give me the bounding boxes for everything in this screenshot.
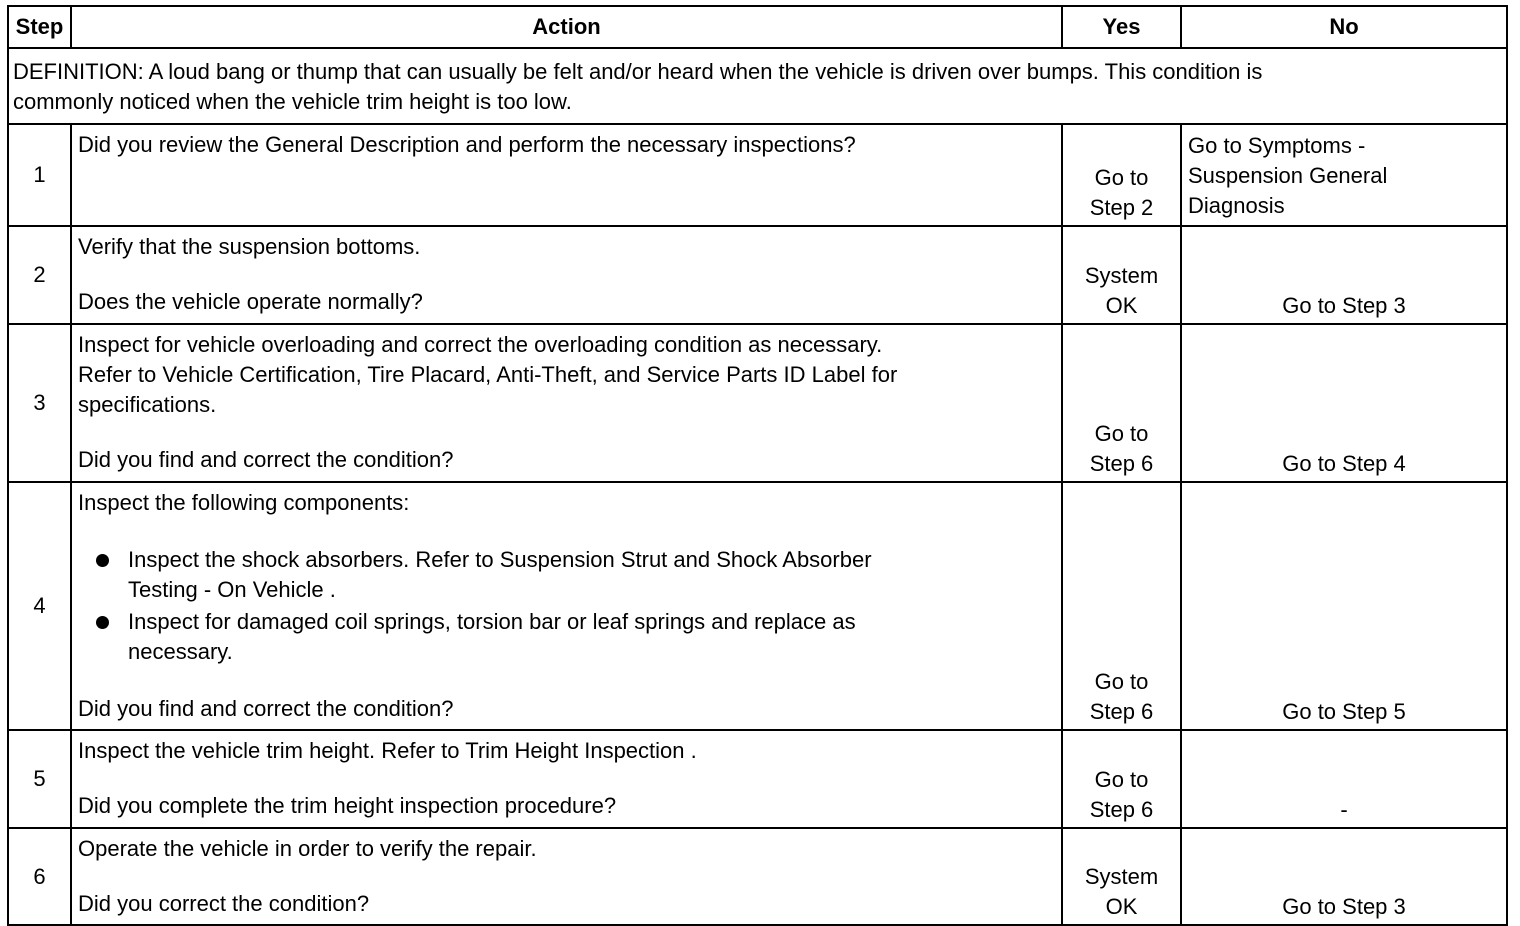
table-row bbox=[8, 730, 1507, 828]
yes-text: Step 6 bbox=[1089, 797, 1154, 822]
list-item bbox=[102, 545, 1055, 605]
no-text: Diagnosis bbox=[1188, 193, 1285, 218]
yes-text: Go to bbox=[1094, 165, 1149, 190]
yes-text: Go to bbox=[1094, 421, 1149, 446]
no-cell bbox=[1181, 482, 1507, 730]
action-cell bbox=[71, 482, 1062, 730]
step-number: 2 bbox=[8, 226, 71, 324]
yes-cell bbox=[1062, 324, 1181, 482]
yes-text: Step 6 bbox=[1089, 699, 1154, 724]
header-step: Step bbox=[8, 6, 71, 48]
no-cell bbox=[1181, 124, 1507, 226]
table-row bbox=[8, 324, 1507, 482]
yes-text: OK bbox=[1105, 293, 1138, 318]
table-row bbox=[8, 226, 1507, 324]
action-text: Inspect the following components: bbox=[78, 490, 410, 515]
yes-cell bbox=[1062, 482, 1181, 730]
yes-cell bbox=[1062, 124, 1181, 226]
list-item bbox=[102, 607, 1055, 667]
list-item-text: Testing - On Vehicle . bbox=[128, 577, 336, 602]
action-text: Refer to Vehicle Certification, Tire Placard, Anti-Theft, and Service Parts ID Label for bbox=[78, 362, 898, 387]
action-cell bbox=[71, 828, 1062, 925]
yes-cell bbox=[1062, 226, 1181, 324]
yes-text: OK bbox=[1105, 894, 1138, 919]
action-text: Operate the vehicle in order to verify the repair. bbox=[78, 836, 537, 861]
no-cell bbox=[1181, 828, 1507, 925]
diagnostic-table bbox=[7, 5, 1508, 926]
list-item-text: Inspect the shock absorbers. Refer to Suspension Strut and Shock Absorber bbox=[128, 547, 872, 572]
yes-text: Go to bbox=[1094, 669, 1149, 694]
action-question: Did you complete the trim height inspection procedure? bbox=[78, 793, 617, 818]
action-question: Did you correct the condition? bbox=[78, 891, 370, 916]
action-cell bbox=[71, 124, 1062, 226]
list-item-text: Inspect for damaged coil springs, torsion bar or leaf springs and replace as bbox=[128, 609, 856, 634]
header-action: Action bbox=[71, 6, 1062, 48]
table-row bbox=[8, 828, 1507, 925]
header-yes: Yes bbox=[1062, 6, 1181, 48]
yes-text: Step 2 bbox=[1089, 195, 1154, 220]
no-text: Go to Step 3 bbox=[1282, 894, 1406, 919]
no-text: Go to Symptoms - bbox=[1188, 133, 1366, 158]
no-text: Suspension General bbox=[1188, 163, 1388, 188]
yes-text: System bbox=[1084, 263, 1159, 288]
action-text: Did you review the General Description and perform the necessary inspections? bbox=[78, 132, 856, 157]
action-cell bbox=[71, 324, 1062, 482]
action-question: Did you find and correct the condition? bbox=[78, 447, 454, 472]
action-question: Did you find and correct the condition? bbox=[78, 696, 454, 721]
action-text: Inspect for vehicle overloading and correct the overloading condition as necessary. bbox=[78, 332, 883, 357]
no-text: - bbox=[1340, 797, 1348, 822]
step-number: 3 bbox=[8, 324, 71, 482]
yes-text: Step 6 bbox=[1089, 451, 1154, 476]
bullet-icon bbox=[96, 554, 109, 567]
yes-cell bbox=[1062, 730, 1181, 828]
step-number: 4 bbox=[8, 482, 71, 730]
yes-text: Go to bbox=[1094, 767, 1149, 792]
step-number: 1 bbox=[8, 124, 71, 226]
action-cell bbox=[71, 730, 1062, 828]
no-text: Go to Step 5 bbox=[1282, 699, 1406, 724]
no-text: Go to Step 3 bbox=[1282, 293, 1406, 318]
action-cell bbox=[71, 226, 1062, 324]
list-item-text: necessary. bbox=[128, 639, 233, 664]
no-cell bbox=[1181, 730, 1507, 828]
table-row bbox=[8, 124, 1507, 226]
header-no: No bbox=[1181, 6, 1507, 48]
header-row bbox=[8, 6, 1507, 48]
component-list bbox=[78, 545, 1055, 667]
action-text: Inspect the vehicle trim height. Refer to Trim Height Inspection . bbox=[78, 738, 697, 763]
table-row bbox=[8, 482, 1507, 730]
action-text: Verify that the suspension bottoms. bbox=[78, 234, 421, 259]
definition-row bbox=[8, 48, 1507, 124]
definition-cell bbox=[8, 48, 1507, 124]
definition-line-1: DEFINITION: A loud bang or thump that can usually be felt and/or heard when the vehicle is driven over bumps. This condition is bbox=[13, 59, 1263, 84]
definition-line-2: commonly noticed when the vehicle trim height is too low. bbox=[13, 89, 572, 114]
action-text: specifications. bbox=[78, 392, 217, 417]
step-number: 5 bbox=[8, 730, 71, 828]
no-text: Go to Step 4 bbox=[1282, 451, 1406, 476]
no-cell bbox=[1181, 226, 1507, 324]
step-number: 6 bbox=[8, 828, 71, 925]
action-question: Does the vehicle operate normally? bbox=[78, 289, 423, 314]
no-cell bbox=[1181, 324, 1507, 482]
yes-text: System bbox=[1084, 864, 1159, 889]
bullet-icon bbox=[96, 616, 109, 629]
yes-cell bbox=[1062, 828, 1181, 925]
